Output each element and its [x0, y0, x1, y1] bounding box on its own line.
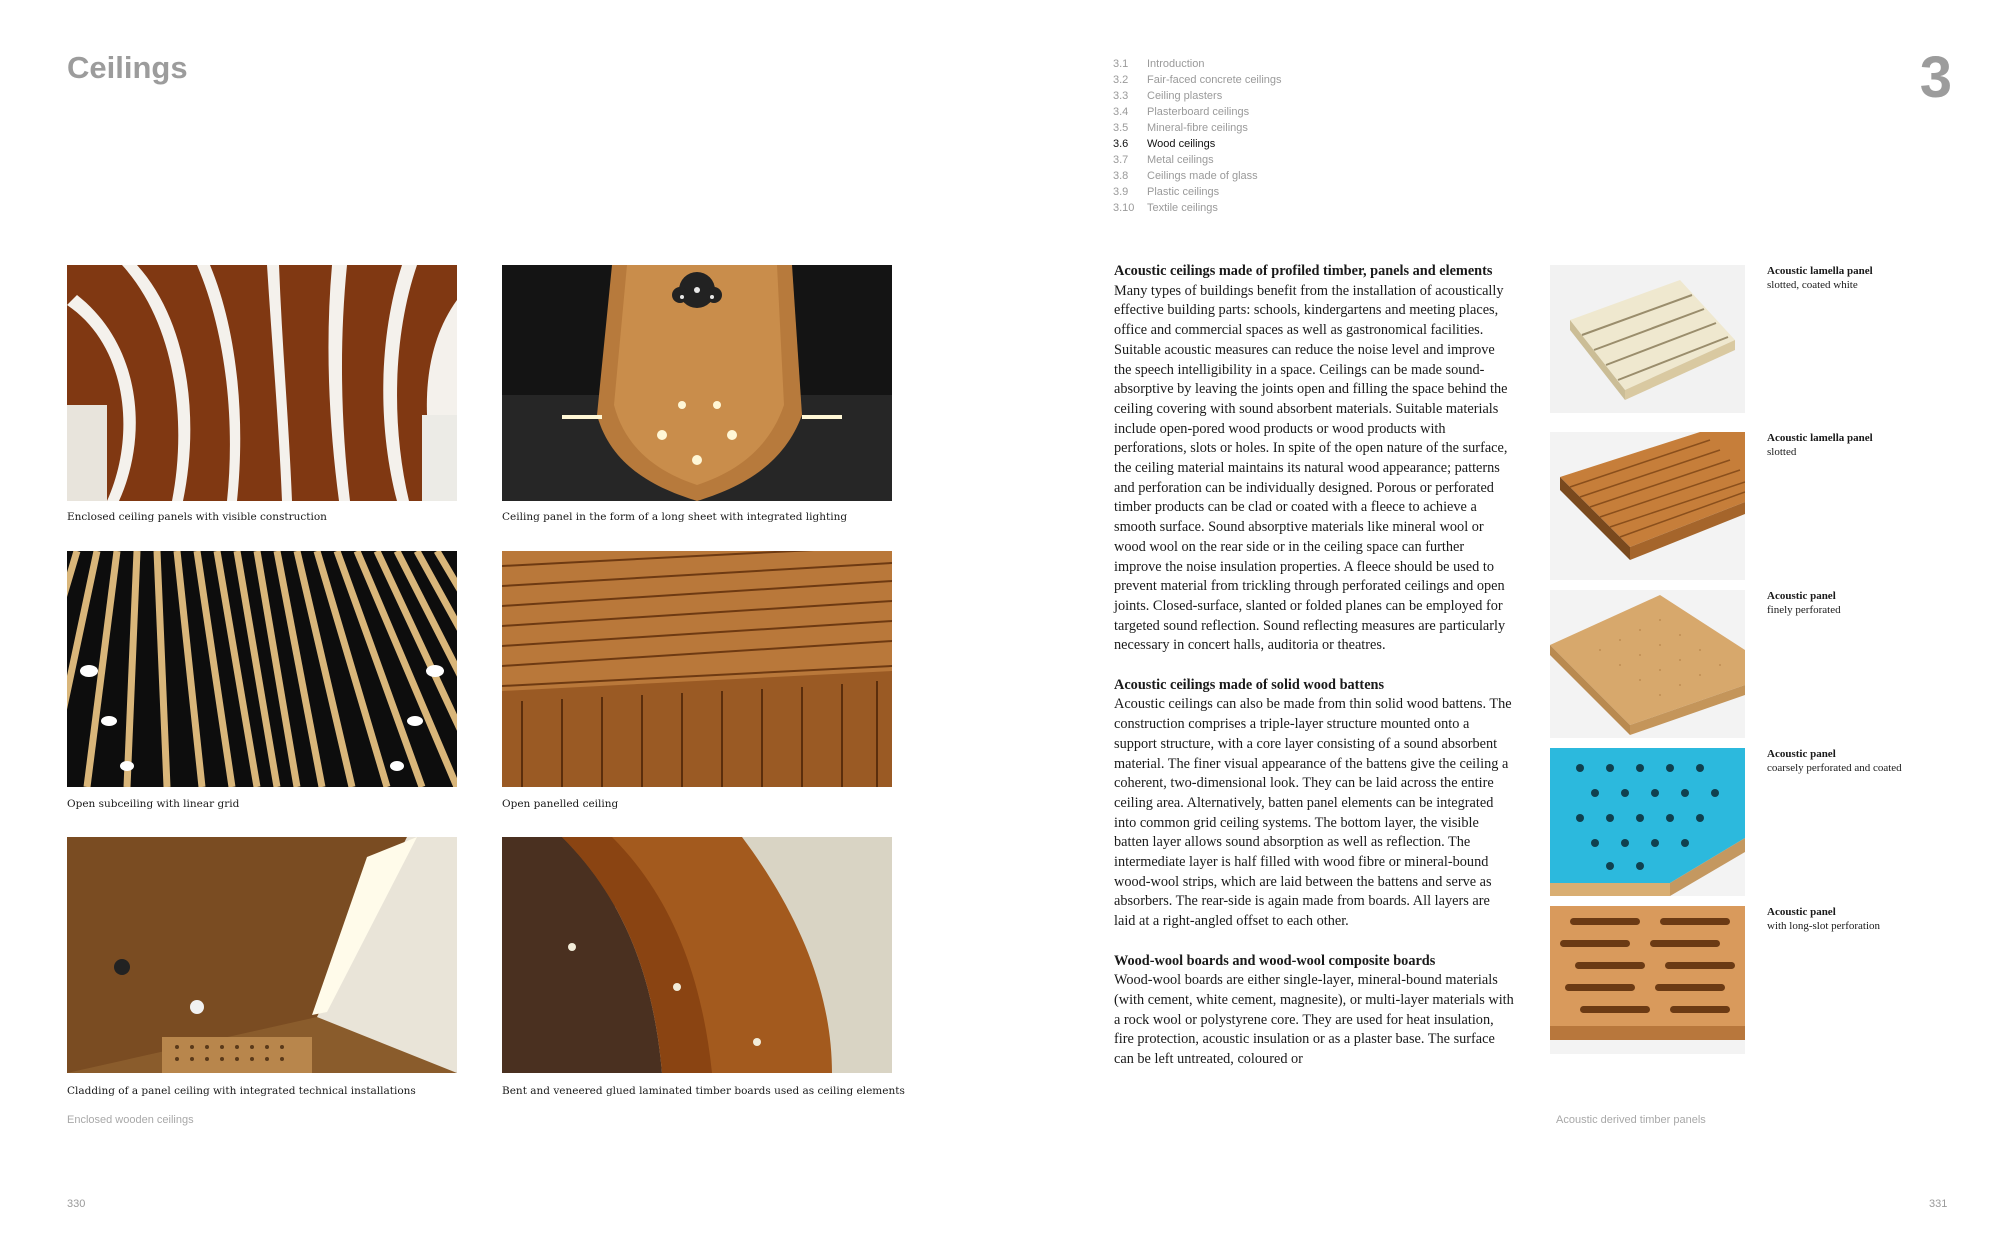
panel-name: Acoustic panel — [1767, 590, 1836, 602]
panel-label — [1767, 264, 1873, 292]
panel-image-coarse-perforated — [1550, 748, 1745, 896]
photo-caption: Open panelled ceiling — [502, 798, 619, 810]
toc-label: Wood ceilings — [1147, 138, 1216, 150]
toc-label: Textile ceilings — [1147, 202, 1218, 214]
panel-image-fine-perforated — [1550, 590, 1745, 738]
panel-image-lamella-slotted — [1550, 432, 1745, 580]
toc-item[interactable] — [1113, 120, 1282, 136]
right-page-footnote: Acoustic derived timber panels — [1556, 1114, 1706, 1126]
photo-caption: Open subceiling with linear grid — [67, 798, 240, 810]
panel-label — [1767, 905, 1880, 933]
panel-label — [1767, 747, 1902, 775]
toc-label: Plasterboard ceilings — [1147, 106, 1250, 118]
toc-label: Fair-faced concrete ceilings — [1147, 74, 1282, 86]
left-page-number: 330 — [67, 1198, 86, 1210]
page-title: Ceilings — [67, 50, 188, 85]
section-heading: Wood-wool boards and wood-wool composite boards — [1114, 952, 1436, 969]
toc-number: 3.7 — [1113, 154, 1129, 166]
body-text-column — [1114, 262, 1514, 1089]
photo-panelled-wood-ceiling — [502, 551, 892, 787]
photo-caption: Ceiling panel in the form of a long sheet with integrated lighting — [502, 511, 848, 523]
toc-label: Metal ceilings — [1147, 154, 1214, 166]
toc-item[interactable] — [1113, 104, 1282, 120]
panel-name: Acoustic lamella panel — [1767, 265, 1873, 277]
toc-label: Ceilings made of glass — [1147, 170, 1258, 182]
section-heading: Acoustic ceilings made of solid wood battens — [1114, 676, 1385, 693]
section-heading: Acoustic ceilings made of profiled timber, panels and elements — [1114, 263, 1493, 279]
photo-wood-sheet-ceiling — [502, 265, 892, 501]
toc-number: 3.8 — [1113, 170, 1129, 182]
toc-item-active[interactable] — [1113, 136, 1282, 152]
photo-caption: Bent and veneered glued laminated timber boards used as ceiling elements — [502, 1085, 905, 1097]
toc-number: 3.4 — [1113, 106, 1129, 118]
toc-label: Plastic ceilings — [1147, 186, 1220, 198]
photo-caption: Enclosed ceiling panels with visible construction — [67, 511, 327, 523]
toc-label: Introduction — [1147, 58, 1205, 70]
panel-detail: slotted — [1767, 446, 1797, 458]
toc-item[interactable] — [1113, 152, 1282, 168]
photo-linear-batten-ceiling — [67, 551, 457, 787]
panel-name: Acoustic panel — [1767, 748, 1836, 760]
photo-curved-veneer-ceiling — [502, 837, 892, 1073]
panel-label — [1767, 589, 1841, 617]
panel-name: Acoustic panel — [1767, 906, 1836, 918]
panel-label — [1767, 431, 1873, 459]
panel-detail: slotted, coated white — [1767, 279, 1858, 291]
panel-detail: with long-slot perforation — [1767, 920, 1881, 932]
toc-number: 3.9 — [1113, 186, 1129, 198]
photo-wood-panel-ceiling-installations — [67, 837, 457, 1073]
toc-item[interactable] — [1113, 56, 1282, 72]
photo-curved-slat-ceiling — [67, 265, 457, 501]
section-paragraph: Acoustic ceilings can also be made from thin solid wood battens. The construction comprises a triple-layer structure mounted onto a support structure, with a core layer consisting of a sound absorbent material. The finer visual appearance of the battens give the ceiling a coherent, two-dimensional look. They can be laid across the entire ceiling area. Alternatively, batten panel elements can be integrated into common grid ceiling systems. The bottom layer, the visible batten layer allows sound absorption as well as reflection. The intermediate layer is half filled with wood fibre or mineral-bound wood-wool strips, which are laid between the battens and serve as absorbers. The rear-side is again made from boards. All layers are laid at a right-angled offset to each other. — [1114, 696, 1512, 930]
toc-item[interactable] — [1113, 184, 1282, 200]
toc-number: 3.3 — [1113, 90, 1129, 102]
panel-detail: finely perforated — [1767, 604, 1841, 616]
toc-number: 3.5 — [1113, 122, 1129, 134]
right-page-number: 331 — [1929, 1198, 1948, 1210]
panel-detail: coarsely perforated and coated — [1767, 762, 1902, 774]
left-page-footnote: Enclosed wooden ceilings — [67, 1114, 194, 1126]
toc-label: Ceiling plasters — [1147, 90, 1223, 102]
toc-number: 3.2 — [1113, 74, 1129, 86]
photo-caption: Cladding of a panel ceiling with integrated technical installations — [67, 1085, 416, 1097]
panel-name: Acoustic lamella panel — [1767, 432, 1873, 444]
section-paragraph: Many types of buildings benefit from the installation of acoustically effective building parts: schools, kindergartens and meeting places, office and commercial spaces as well as gastronomical facilities. Suitable acoustic measures can reduce the noise level and improve the speech intelligibility in a space. Ceilings can be made sound-absorptive by leaving the joints open and filling the space behind the ceiling covering with sound absorbent materials. Suitable materials include open-pored wood products or wood products with perforations, slots or holes. In spite of the open nature of the surface, the ceiling material maintains its natural wood appearance; patterns and perforation can be individually designed. Porous or perforated timber products can be clad or coated with a fleece to achieve a smooth surface. Sound absorptive materials like mineral wool or wood wool on the rear side or in the ceiling space can further improve the noise insulation properties. A fleece should be used to prevent material from trickling through perforated ceilings and open joints. Closed-surface, slanted or folded planes can be employed for targeted sound reflection. Sound reflecting measures are particularly necessary in concert halls, auditoria or theatres. — [1114, 282, 1508, 654]
toc-number: 3.1 — [1113, 58, 1129, 70]
toc-item[interactable] — [1113, 168, 1282, 184]
section-paragraph: Wood-wool boards are either single-layer, mineral-bound materials (with cement, white cement, magnesite), or multi-layer materials with a rock wool or polystyrene core. They are used for heat insulation, fire protection, acoustic insulation or as a plaster base. The surface can be left untreated, coloured or — [1114, 972, 1514, 1068]
chapter-number: 3 — [1919, 45, 1952, 110]
toc-number: 3.6 — [1113, 138, 1129, 150]
panel-image-long-slot — [1550, 906, 1745, 1054]
toc-item[interactable] — [1113, 200, 1282, 216]
table-of-contents — [1113, 56, 1282, 216]
toc-item[interactable] — [1113, 88, 1282, 104]
toc-number: 3.10 — [1113, 202, 1135, 214]
toc-item[interactable] — [1113, 72, 1282, 88]
panel-image-lamella-white — [1550, 265, 1745, 413]
toc-label: Mineral-fibre ceilings — [1147, 122, 1248, 134]
